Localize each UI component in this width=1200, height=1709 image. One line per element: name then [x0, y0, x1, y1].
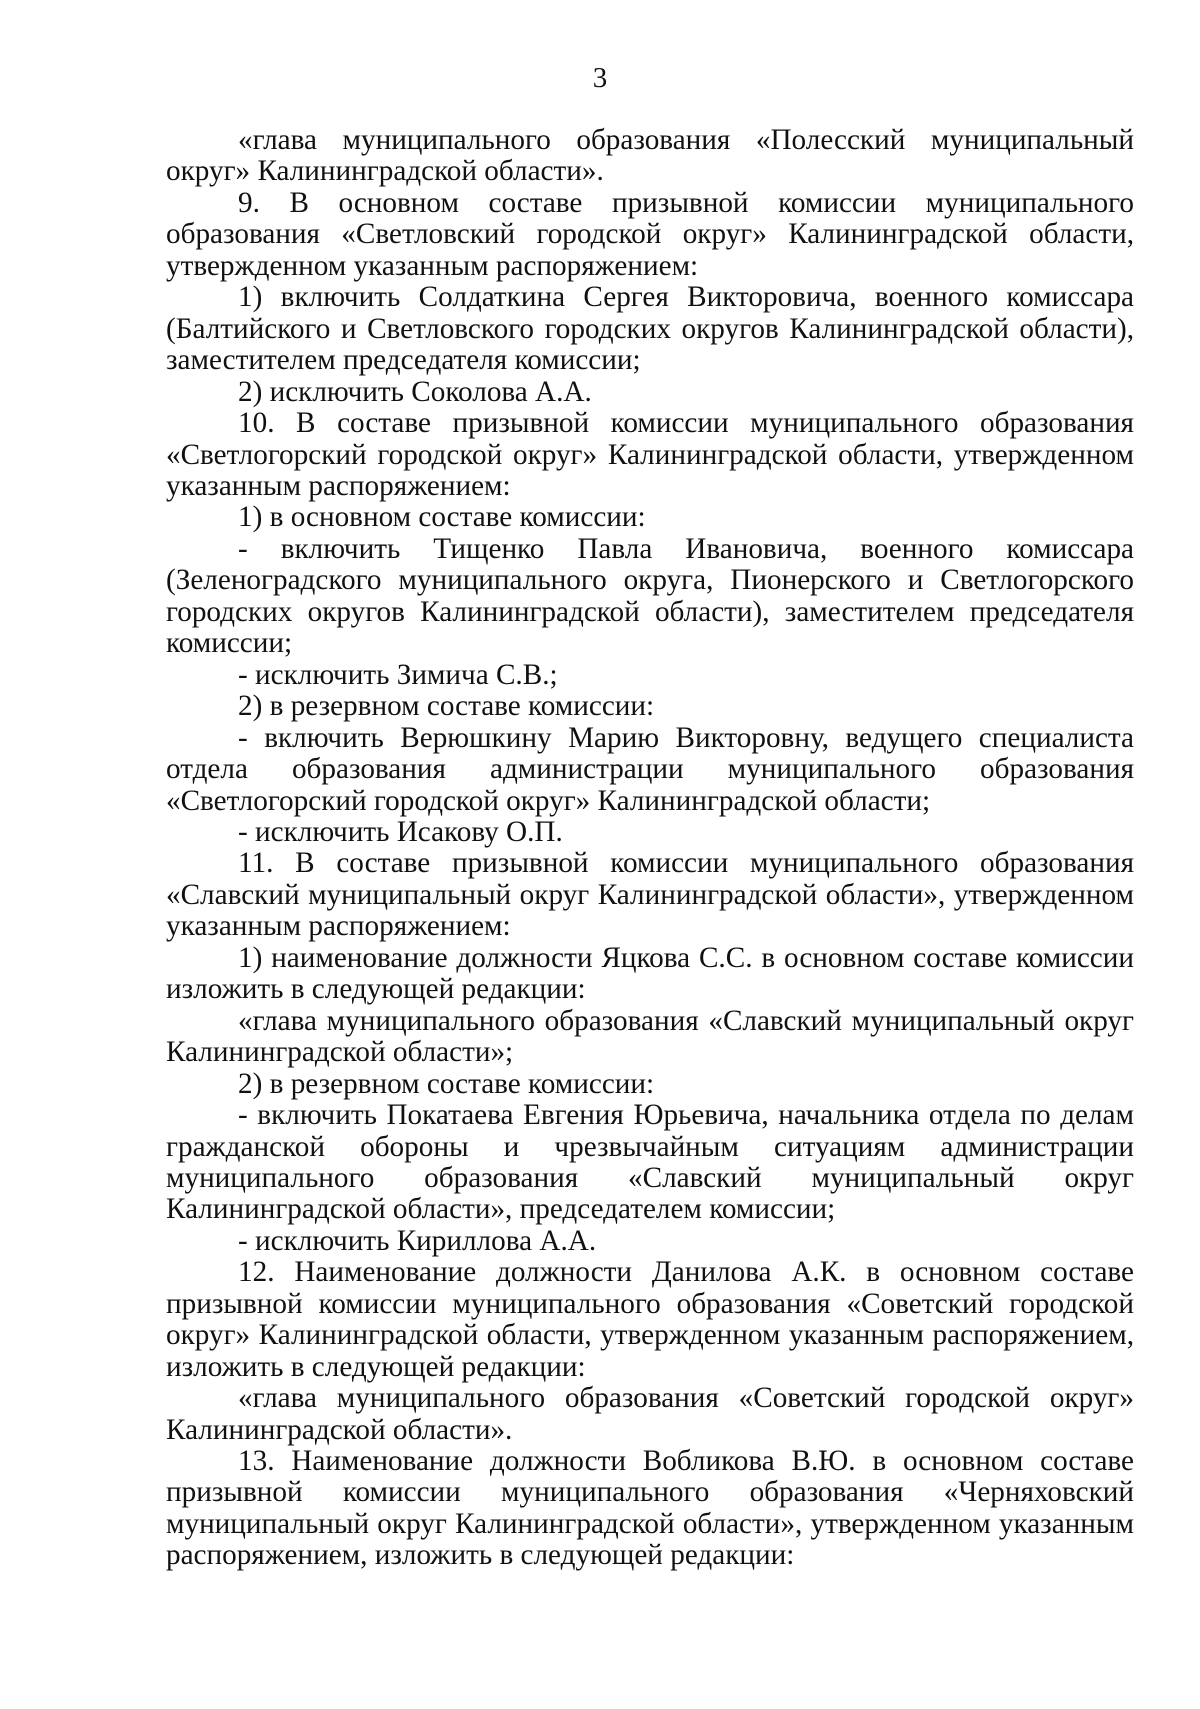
paragraph-item-12: 12. Наименование должности Данилова А.К. в основном составе призывной комиссии муниципального образования «Советский городской округ» Калининградской области, утвержденном указанным распоряжением, изложить в следующей редакции:	[166, 1256, 1134, 1383]
paragraph: «глава муниципального образования «Полесский муниципальный округ» Калининградской области».	[166, 124, 1134, 188]
paragraph: 2) в резервном составе комиссии:	[238, 690, 655, 723]
paragraph: - исключить Кириллова А.А.	[238, 1224, 597, 1257]
paragraph: - исключить Исакову О.П.	[238, 815, 563, 848]
paragraph: - исключить Зимича С.В.;	[238, 658, 558, 691]
paragraph: 1) наименование должности Яцкова С.С. в основном составе комиссии изложить в следующей редакции:	[166, 941, 1134, 1006]
paragraph: 2) в резервном составе комиссии:	[238, 1067, 655, 1100]
paragraph: 2) исключить Соколова А.А.	[238, 375, 592, 408]
paragraph: 1) включить Солдаткина Сергея Викторовича, военного комиссара (Балтийского и Светловского городских округов Калининградской области), заместителем председателя комиссии;	[166, 281, 1134, 377]
paragraph: «глава муниципального образования «Советский городской округ» Калининградской области».	[166, 1382, 1134, 1446]
document-body	[166, 125, 1134, 1572]
paragraph-item-9: 9. В основном составе призывной комиссии муниципального образования «Светловский городской округ» Калининградской области, утвержденном указанным распоряжением:	[166, 186, 1134, 282]
paragraph: - включить Покатаева Евгения Юрьевича, начальника отдела по делам гражданской обороны и чрезвычайным ситуациям администрации муниципального образования «Славский муниципальный округ Калининградской области», председателем комиссии;	[166, 1099, 1134, 1226]
paragraph-item-11: 11. В составе призывной комиссии муниципального образования «Славский муниципальный округ Калининградской области», утвержденном указанным распоряжением:	[166, 847, 1134, 943]
paragraph-item-13: 13. Наименование должности Вобликова В.Ю. в основном составе призывной комиссии муниципального образования «Черняховский муниципальный округ Калининградской области», утвержденном указанным распоряжением, изложить в следующей редакции:	[166, 1445, 1134, 1572]
paragraph: - включить Тищенко Павла Ивановича, военного комиссара (Зеленоградского муниципального округа, Пионерского и Светлогорского городских округов Калининградской области), заместителем председателя комиссии;	[166, 532, 1134, 660]
page-number: 3	[592, 62, 608, 94]
paragraph: - включить Верюшкину Марию Викторовну, ведущего специалиста отдела образования администрации муниципального образования «Светлогорский городской округ» Калининградской области;	[166, 721, 1134, 817]
paragraph-item-10: 10. В составе призывной комиссии муниципального образования «Светлогорский городской округ» Калининградской области, утвержденном указанным распоряжением:	[166, 407, 1134, 502]
paragraph: 1) в основном составе комиссии:	[238, 501, 646, 534]
paragraph: «глава муниципального образования «Славский муниципальный округ Калининградской области»;	[166, 1004, 1134, 1069]
